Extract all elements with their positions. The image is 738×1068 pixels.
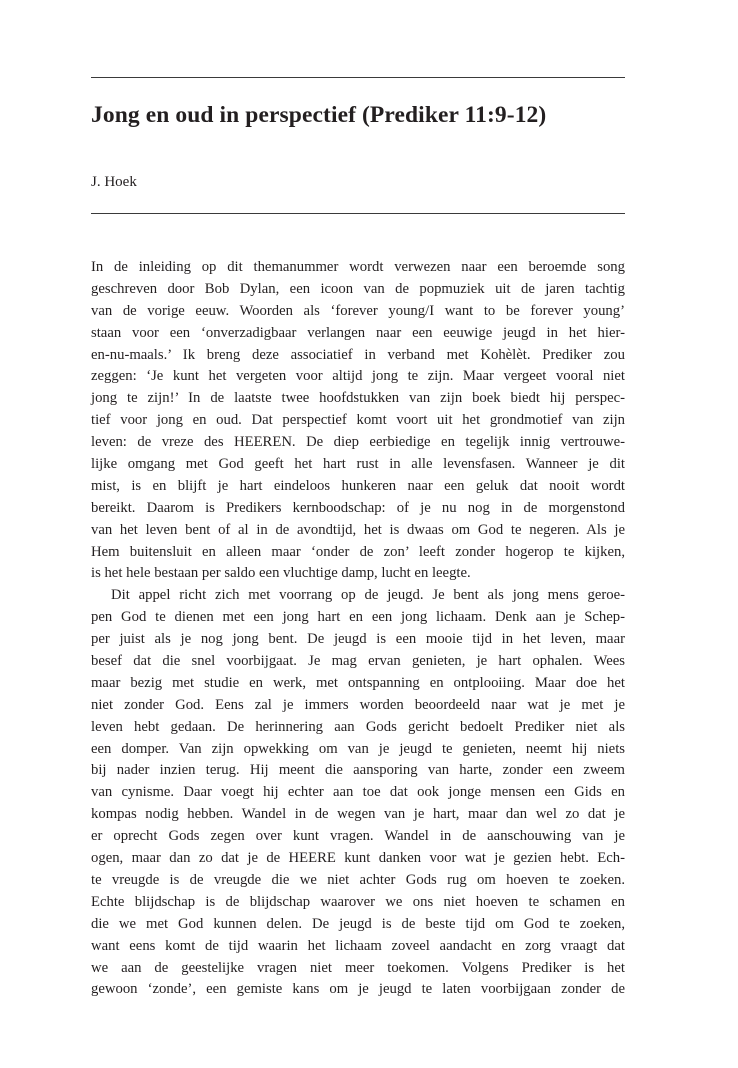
text-line: lijke omgang met God geeft het hart rust in alle levensfasen. Wanneer je dit [91, 456, 625, 473]
text-line: leven: de vreze des HEEREN. De diep eerbiedige en tegelijk innig vertrouwe- [91, 434, 625, 451]
text-line: gewoon ‘zonde’, een gemiste kans om je jeugd te laten voorbijgaan zonder de [91, 981, 625, 998]
paragraph [91, 257, 625, 585]
text-line: Hem buitensluit en alleen maar ‘onder de zon’ leeft zonder hogerop te kijken, [91, 543, 625, 560]
article-title: Jong en oud in perspectief (Prediker 11:9-12) [91, 102, 547, 128]
article-body [91, 257, 625, 1001]
text-line: van het leven bent of al in de avondtijd, het is dwaas om God te negeren. Als je [91, 521, 625, 538]
text-line: Dit appel richt zich met voorrang op de jeugd. Je bent als jong mens geroe- [111, 587, 625, 604]
text-line: van cynisme. Daar voegt hij echter aan toe dat ook jonge mensen een Gids en [91, 784, 625, 801]
text-line: ogen, maar dan zo dat je de HEERE kunt danken voor wat je gezien hebt. Ech- [91, 850, 625, 867]
article-author: J. Hoek [91, 174, 137, 190]
text-line: mist, is en blijft je hart eindeloos hunkeren naar een geluk dat nooit wordt [91, 477, 625, 494]
paragraph [91, 585, 625, 1001]
text-line: besef dat die snel voorbijgaat. Je mag ervan genieten, je hart ophalen. Wees [91, 653, 625, 670]
text-line: leven hebt gedaan. De herinnering aan Gods gericht bedoelt Prediker niet als [91, 718, 625, 735]
text-line: pen God te dienen met een jong hart en een jong lichaam. Denk aan je Schep- [91, 609, 625, 626]
text-line: en-nu-maals.’ Ik breng deze associatief in verband met Kohèlèt. Prediker zou [91, 346, 625, 363]
text-line: zeggen: ‘Je kunt het vergeten voor altijd jong te zijn. Maar vergeet vooral niet [91, 368, 625, 385]
text-line: want eens komt de tijd waarin het lichaam zoveel aandacht en zorg vraagt dat [91, 937, 625, 954]
text-line: bij nader inzien terug. Hij meent die aansporing van harte, zonder een zweem [91, 762, 625, 779]
text-line: die we met God kunnen delen. De jeugd is de beste tijd om God te zoeken, [91, 915, 625, 932]
text-line: niet zonder God. Eens zal je immers worden beoordeeld naar wat je met je [91, 696, 625, 713]
text-line: van de vorige eeuw. Woorden als ‘forever young/I want to be forever young’ [91, 302, 625, 319]
text-line: maar bezig met studie en werk, met ontspanning en ontplooiing. Maar doe het [91, 674, 625, 691]
text-line: geschreven door Bob Dylan, een icoon van de popmuziek uit de jaren tachtig [91, 280, 625, 297]
text-line: In de inleiding op dit themanummer wordt verwezen naar een beroemde song [91, 259, 625, 275]
text-line: kompas nodig hebben. Wandel in de wegen van je hart, maar dan wel zo dat je [91, 806, 625, 823]
text-line: te vreugde is de vreugde die we niet achter Gods rug om hoeven te zoeken. [91, 871, 625, 888]
text-line: we aan de geestelijke vragen niet meer toekomen. Volgens Prediker is het [91, 959, 625, 976]
text-line: jong te zijn!’ In de laatste twee hoofdstukken van zijn boek biedt hij perspec- [91, 390, 625, 407]
text-line: per juist als je nog jong bent. De jeugd is een mooie tijd in het leven, maar [91, 631, 625, 648]
text-line: er oprecht Gods zegen over kunt vragen. Wandel in de aanschouwing van je [91, 828, 625, 845]
text-line: tief voor jong en oud. Dat perspectief komt voort uit het grondmotief van zijn [91, 412, 625, 429]
text-line: bereikt. Daarom is Predikers kernboodschap: of je nu nog in de morgenstond [91, 499, 625, 516]
text-line: Echte blijdschap is de blijdschap waarover we ons niet hoeven te schamen en [91, 893, 625, 910]
text-line: een domper. Van zijn opwekking om van je jeugd te genieten, neemt hij niets [91, 740, 625, 757]
header-top-rule [91, 77, 625, 78]
header-bottom-rule [91, 213, 625, 214]
text-line: staan voor een ‘onverzadigbaar verlangen naar een eeuwige jeugd in het hier- [91, 324, 625, 341]
text-line: is het hele bestaan per saldo een vluchtige damp, lucht en leegte. [91, 565, 471, 582]
